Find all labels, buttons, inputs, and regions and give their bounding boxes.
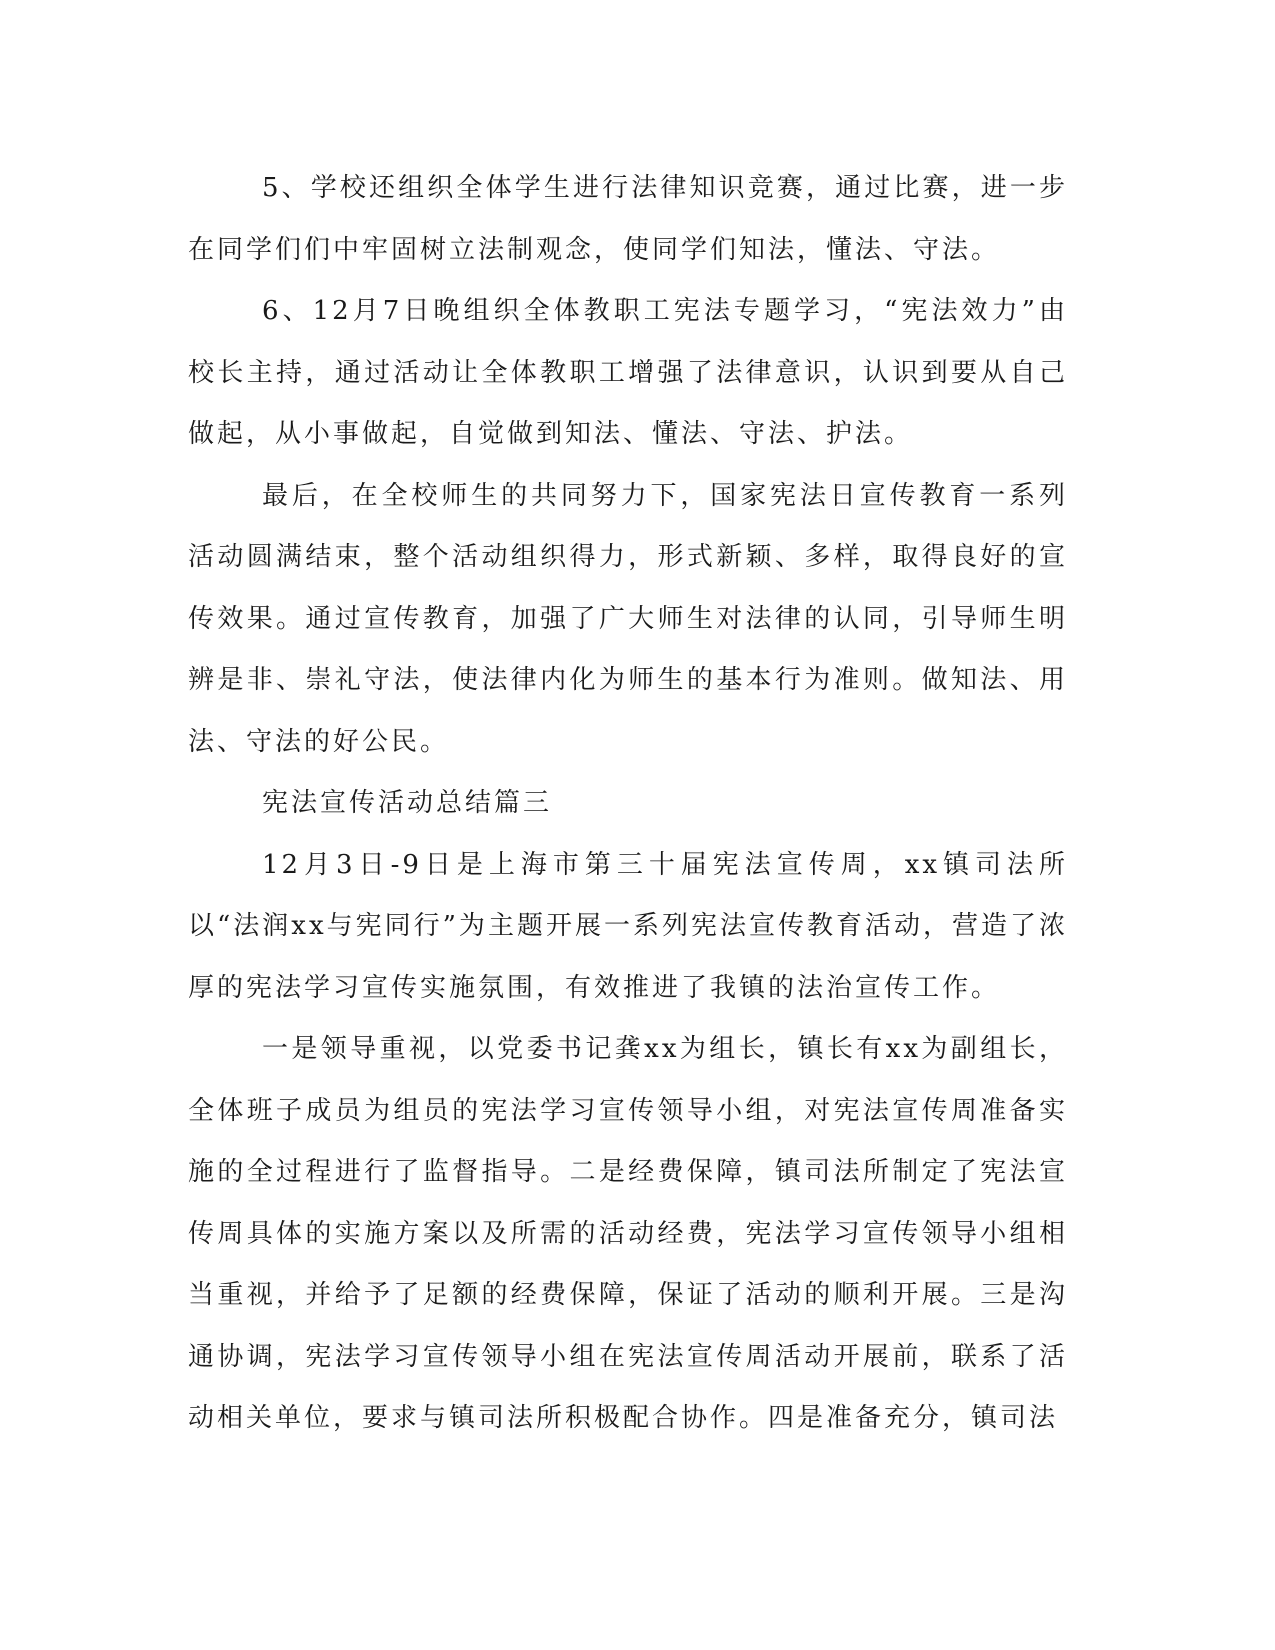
paragraph-intro: 12月3日-9日是上海市第三十届宪法宣传周，xx镇司法所以“法润xx与宪同行”为主题开展一系列宪法宣传教育活动，营造了浓厚的宪法学习宣传实施氛围，有效推进了我镇的法治宣传工作。: [188, 849, 1068, 1003]
section-heading: 宪法宣传活动总结篇三: [262, 788, 553, 818]
document-page: [188, 158, 1068, 1450]
paragraph-item-5: 5、学校还组织全体学生进行法律知识竞赛，通过比赛，进一步在同学们们中牢固树立法制观念，使同学们知法，懂法、守法。: [188, 173, 1068, 265]
paragraph-conclusion: 最后，在全校师生的共同努力下，国家宪法日宣传教育一系列活动圆满结束，整个活动组织得力，形式新颖、多样，取得良好的宣传效果。通过宣传教育，加强了广大师生对法律的认同，引导师生明辨是非、崇礼守法，使法律内化为师生的基本行为准则。做知法、用法、守法的好公民。: [188, 480, 1068, 757]
paragraph-item-6: 6、12月7日晚组织全体教职工宪法专题学习，“宪法效力”由校长主持，通过活动让全体教职工增强了法律意识，认识到要从自己做起，从小事做起，自觉做到知法、懂法、守法、护法。: [188, 296, 1068, 449]
paragraph-measures: 一是领导重视，以党委书记龚xx为组长，镇长有xx为副组长，全体班子成员为组员的宪法学习宣传领导小组，对宪法宣传周准备实施的全过程进行了监督指导。二是经费保障，镇司法所制定了宪法宣传周具体的实施方案以及所需的活动经费，宪法学习宣传领导小组相当重视，并给予了足额的经费保障，保证了活动的顺利开展。三是沟通协调，宪法学习宣传领导小组在宪法宣传周活动开展前，联系了活动相关单位，要求与镇司法所积极配合协作。四是准备充分，镇司法: [188, 1034, 1068, 1433]
